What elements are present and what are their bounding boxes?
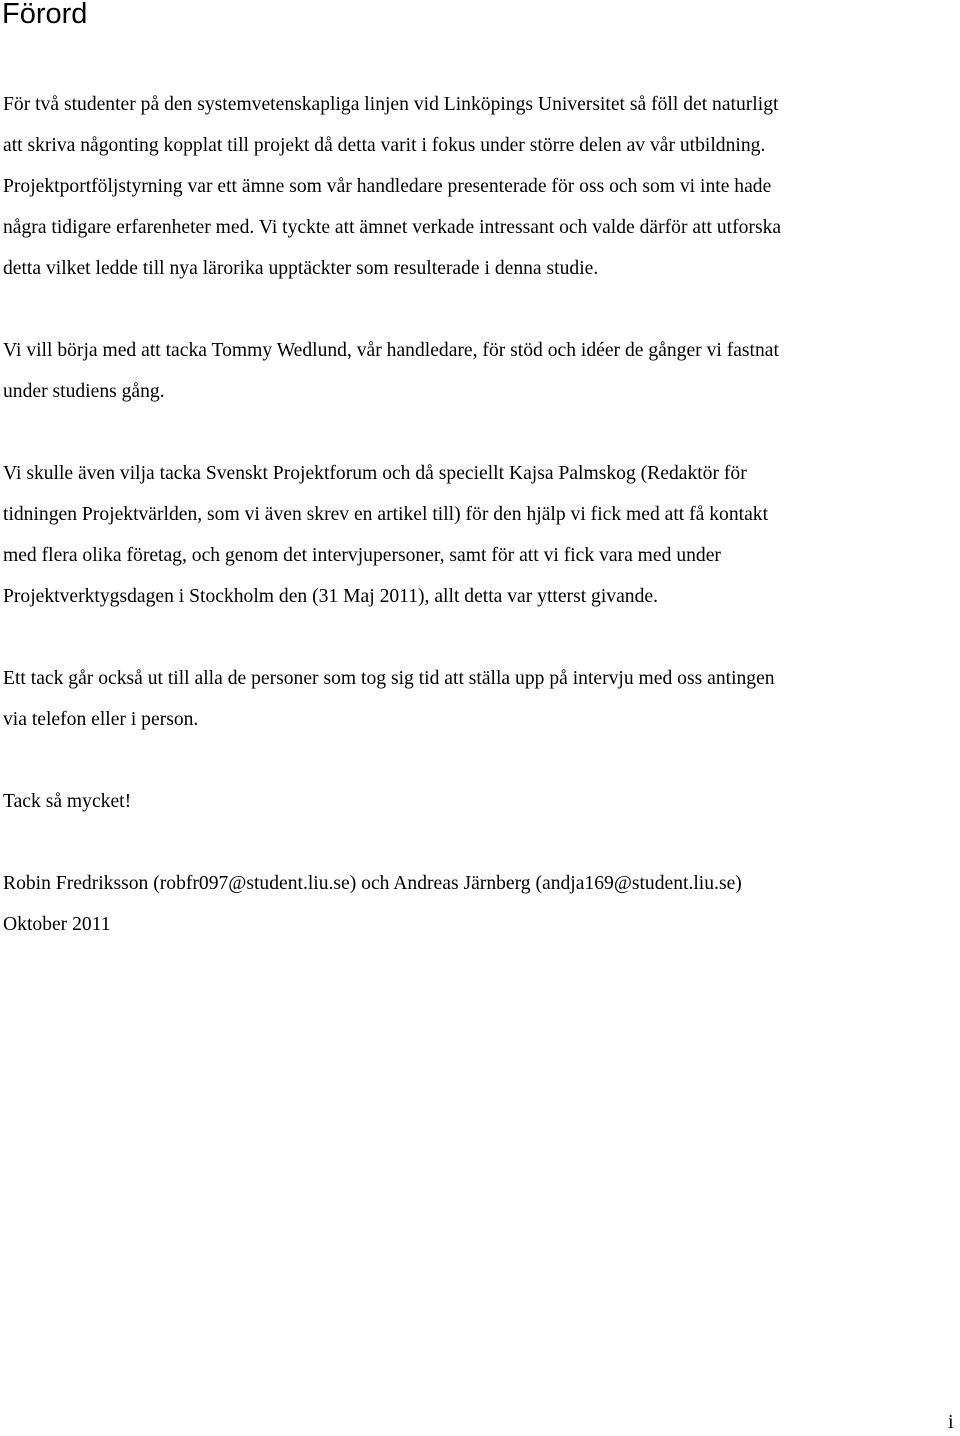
paragraph-gap (3, 822, 958, 863)
page-title: Förord (2, 0, 88, 30)
text-line: under studiens gång. (3, 381, 165, 402)
text-line: Ett tack går också ut till alla de personer som tog sig tid att ställa upp på intervju med oss antingen (3, 668, 775, 689)
text-line: tidningen Projektvärlden, som vi även skrev en artikel till) för den hjälp vi fick med att få kontakt (3, 504, 769, 525)
text-line: Projektportföljstyrning var ett ämne som vår handledare presenterade för oss och som vi inte hade (3, 176, 772, 197)
text-line: att skriva någonting kopplat till projekt då detta varit i fokus under större delen av vår utbildning. (3, 135, 766, 156)
page-number: i (948, 1411, 954, 1433)
text-line: via telefon eller i person. (3, 709, 199, 730)
preface-body (3, 84, 958, 945)
paragraph-gap (3, 412, 958, 453)
text-line: några tidigare erfarenheter med. Vi tyckte att ämnet verkade intressant och valde därför att utforska (3, 217, 782, 238)
text-line: Projektverktygsdagen i Stockholm den (31 Maj 2011), allt detta var ytterst givande. (3, 586, 658, 607)
text-line: Tack så mycket! (3, 791, 132, 812)
text-line: För två studenter på den systemvetenskapliga linjen vid Linköpings Universitet så föll det naturligt (3, 94, 779, 115)
paragraph-intro (3, 84, 958, 289)
paragraph-gap (3, 289, 958, 330)
text-line: Vi vill börja med att tacka Tommy Wedlund, vår handledare, för stöd och idéer de gånger vi fastnat (3, 340, 779, 361)
text-line: med flera olika företag, och genom det intervjupersoner, samt för att vi fick vara med under (3, 545, 721, 566)
paragraph-gap (3, 617, 958, 658)
authors-line: Robin Fredriksson (robfr097@student.liu.se) och Andreas Järnberg (andja169@student.liu.se) (3, 873, 742, 894)
text-line: detta vilket ledde till nya lärorika upptäckter som resulterade i denna studie. (3, 258, 599, 279)
date-line: Oktober 2011 (3, 914, 111, 935)
paragraph-closing (3, 781, 958, 822)
paragraph-thanks-projektforum (3, 453, 958, 617)
text-line: Vi skulle även vilja tacka Svenskt Projektforum och då speciellt Kajsa Palmskog (Redaktör för (3, 463, 747, 484)
paragraph-thanks-supervisor (3, 330, 958, 412)
paragraph-thanks-interviewees (3, 658, 958, 740)
paragraph-gap (3, 740, 958, 781)
paragraph-signature (3, 863, 958, 945)
